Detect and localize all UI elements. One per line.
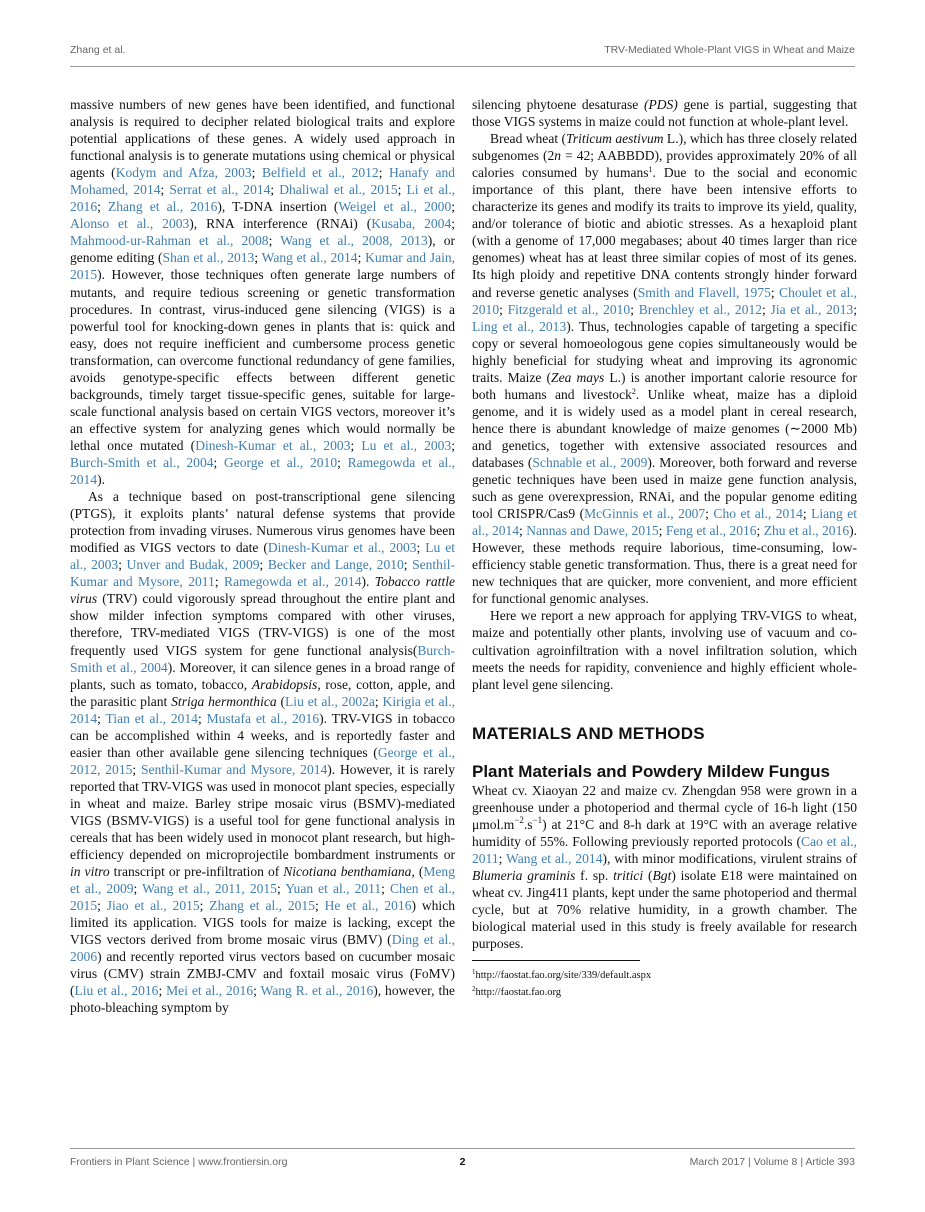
citation-link[interactable]: George et al., 2012, 2015 [70,744,455,777]
species-abbreviation: Bgt [652,867,672,883]
paragraph: Here we report a new approach for applying TRV-VIGS to wheat, maize and potentially other plants, involving use of vacuum and co-cultivation agroinfiltration with a novel infiltration solution, which meets the needs for rapidity, convenience and highly efficient whole-plant level gene silencing. [472,608,857,692]
gene-name: (PDS) [643,97,678,112]
page-number: 2 [459,1156,466,1168]
citation-link[interactable]: Wang et al., 2011, 2015 [142,881,277,897]
citation-link[interactable]: Becker and Lange, 2010 [267,557,404,573]
citation-link[interactable]: Mustafa et al., 2016 [206,710,320,726]
citation-link[interactable]: McGinnis et al., 2007 [584,506,706,522]
citation-link[interactable]: Hanafy and Mohamed, 2014 [70,165,455,198]
citation-link[interactable]: Dhaliwal et al., 2015 [279,182,398,198]
species-name: Striga hermonthica [171,693,277,709]
header-divider [70,66,855,67]
citation-link[interactable]: Jia et al., 2013 [770,301,854,317]
citation-link[interactable]: Liang et al., 2014 [472,506,857,539]
citation-link[interactable]: Tian et al., 2014 [105,710,198,726]
paragraph: Wheat cv. Xiaoyan 22 and maize cv. Zhengdan 958 were grown in a greenhouse under a photoperiod and thermal cycle of 16-h light (150 $\mu mol.m^{-2}.s^{-1}$) at 21°C and 8-h dark at 19°C with an average relative humidity of 55%. Following previously reported protocols (Cao et al., 2011; Wang et al., 2014), with minor modifications, virulent strains of Blumeria graminis f. sp. tritici (Bgt) isolate E18 were maintained on wheat cv. Jing411 plants, kept under the same photoperiod and thermal cycle, but at 70% relative humidity, in a growth chamber. The biological material used in this study is freely available for research purposes. [472,782,858,952]
citation-link[interactable]: Cao et al., 2011 [472,833,857,866]
citation-link[interactable]: Zhang et al., 2015 [209,898,315,914]
math-variable: n [554,148,562,164]
citation-link[interactable]: Ramegowda et al., 2014 [70,454,456,488]
footer-issue-info: March 2017 | Volume 8 | Article 393 [689,1156,855,1168]
exponent: −1 [532,814,543,825]
species-name: tritici [613,867,644,883]
species-name: Tobacco rattle virus [70,574,455,607]
footer-journal: Frontiers in Plant Science | www.frontiersin.org [70,1156,288,1168]
species-name: Zea mays [551,369,605,385]
footnote-divider [472,960,640,961]
citation-link[interactable]: Ling et al., 2013 [472,318,567,334]
citation-link[interactable]: Burch-Smith et al., 2004 [70,642,455,675]
citation-link[interactable]: Wang et al., 2014 [506,850,603,866]
citation-link[interactable]: Unver and Budak, 2009 [126,557,260,573]
paragraph: massive numbers of new genes have been identified, and functional analysis is required to decipher related biological traits and explore potential applications of these genes. A widely used approach in functional analysis is to generate mutations using chemical or physical agents (Kodym and Afza, 2003; Belfield et al., 2012; Hanafy and Mohamed, 2014; Serrat et al., 2014; Dhaliwal et al., 2015; Li et al., 2016; Zhang et al., 2016), T-DNA insertion (Weigel et al., 2000; Alonso et al., 2003), RNA interference (RNAi) (Kusaba, 2004; Mahmood-ur-Rahman et al., 2008; Wang et al., 2008, 2013), or genome editing (Shan et al., 2013; Wang et al., 2014; Kumar and Jain, 2015). However, those techniques often generate large numbers of mutants, and require tedious screening or genetic transformation procedures. In contrast, virus-induced gene silencing (VIGS) is a powerful tool for knocking-down genes in plants that is: quick and easy, does not require inefficient and cumbersome process genetic transformation, can overcome functional redundancy of gene families, avoids genotype-specific effects between different genetic backgrounds, timely target tissue-specific genes, suitable for large-scale functional analysis based on certain VIGS vectors, moreover it’s an effective system for analyzing genes which would normally be lethal once mutated (Dinesh-Kumar et al., 2003; Lu et al., 2003; Burch-Smith et al., 2004; George et al., 2010; Ramegowda et al., 2014). [70,97,456,488]
citation-link[interactable]: Jiao et al., 2015 [106,898,200,914]
citation-link[interactable]: Meng et al., 2009 [70,864,455,897]
footnote-marker[interactable]: 1 [648,165,653,175]
citation-link[interactable]: Ramegowda et al., 2014 [224,574,362,590]
footnote-marker[interactable]: 2 [631,386,636,396]
citation-link[interactable]: Kusaba, 2004 [371,216,452,232]
exponent: −2 [514,814,524,825]
running-header-authors: Zhang et al. [70,44,126,56]
footnote: $^2$http://faostat.fao.org [472,985,562,999]
citation-link[interactable]: Zhu et al., 2016 [763,523,850,539]
citation-link[interactable]: Lu et al., 2003 [70,540,455,573]
citation-link[interactable]: Liu et al., 2002a [285,693,375,709]
paragraph: silencing phytoene desaturase (PDS) gene is partial, suggesting that those VIGS systems in maize could not function at whole-plant level. [472,97,857,130]
footnote-url[interactable]: http://faostat.fao.org [475,987,562,999]
citation-link[interactable]: Feng et al., 2016 [665,523,757,539]
citation-link[interactable]: Weigel et al., 2000 [338,199,452,215]
citation-link[interactable]: Wang et al., 2008, 2013 [280,233,428,249]
citation-link[interactable]: Senthil-Kumar and Mysore, 2011 [70,557,455,590]
footnote: $^1$http://faostat.fao.org/site/339/default.aspx [472,968,652,982]
citation-link[interactable]: Kirigia et al., 2014 [70,693,455,726]
species-name: Blumeria graminis [472,867,576,883]
citation-link[interactable]: Lu et al., 2003 [361,437,452,453]
italic-term: in vitro [70,864,110,880]
citation-link[interactable]: Cho et al., 2014 [713,506,803,522]
citation-link[interactable]: Burch-Smith et al., 2004 [70,454,214,470]
citation-link[interactable]: Li et al., 2016 [70,182,455,215]
citation-link[interactable]: Kodym and Afza, 2003 [115,165,252,181]
citation-link[interactable]: Shan et al., 2013 [162,250,255,266]
species-name: Arabidopsis [251,676,318,692]
citation-link[interactable]: Mei et al., 2016 [166,983,254,999]
citation-link[interactable]: Alonso et al., 2003 [70,216,190,232]
citation-link[interactable]: He et al., 2016 [324,898,412,914]
citation-link[interactable]: Chen et al., 2015 [70,881,455,914]
citation-link[interactable]: Wang R. et al., 2016 [260,983,374,999]
species-name: Nicotiana benthamiana [283,864,412,880]
citation-link[interactable]: Kumar and Jain, 2015 [70,250,456,283]
section-heading: MATERIALS AND METHODS [472,723,705,743]
footer-divider [70,1148,855,1149]
citation-link[interactable]: Nannas and Dawe, 2015 [526,523,659,539]
citation-link[interactable]: Zhang et al., 2016 [107,199,218,215]
paragraph: As a technique based on post-transcriptional gene silencing (PTGS), it exploits plants’ natural defense systems that provide protection from invading viruses. Numerous virus genomes have been modified as VIGS vectors to date (Dinesh-Kumar et al., 2003; Lu et al., 2003; Unver and Budak, 2009; Becker and Lange, 2010; Senthil-Kumar and Mysore, 2011; Ramegowda et al., 2014). Tobacco rattle virus (TRV) could vigorously spread throughout the entire plant and show milder infection symptoms compared with other viruses, therefore, TRV-mediated VIGS (TRV-VIGS) is one of the most frequently used VIGS system for gene functional analysis(Burch-Smith et al., 2004). Moreover, it can silence genes in a broad range of plants, such as tomato, tobacco, Arabidopsis, rose, cotton, apple, and the parasitic plant Striga hermonthica (Liu et al., 2002a; Kirigia et al., 2014; Tian et al., 2014; Mustafa et al., 2016). TRV-VIGS in tobacco can be accomplished within 4 weeks, and is reportedly faster and easier than other available gene silencing techniques (George et al., 2012, 2015; Senthil-Kumar and Mysore, 2014). However, it is rarely reported that TRV-VIGS was used in monocot plant species, especially in wheat and maize. Barley stripe mosaic virus (BSMV)-mediated VIGS (BSMV-VIGS) is a useful tool for gene functional analysis in cereals that has been widely used in monocot plant research, but high-efficiency depended on microprojectile bombardment instruments or in vitro transcript or pre-infiltration of Nicotiana benthamiana, (Meng et al., 2009; Wang et al., 2011, 2015; Yuan et al., 2011; Chen et al., 2015; Jiao et al., 2015; Zhang et al., 2015; He et al., 2016) which limited its application. VIGS tools for maize is lacking, except the VIGS vectors derived from brome mosaic virus (BMV) (Ding et al., 2006) and recently reported virus vectors based on cucumber mosaic virus (CMV) strain ZMBJ-CMV and foxtail mosaic virus (FoMV) (Liu et al., 2016; Mei et al., 2016; Wang R. et al., 2016), however, the photo-bleaching symptom by [70,489,456,1016]
footnote-url[interactable]: http://faostat.fao.org/site/339/default.aspx [475,970,652,982]
citation-link[interactable]: Ding et al., 2006 [70,932,455,965]
citation-link[interactable]: Dinesh-Kumar et al., 2003 [267,540,417,556]
citation-link[interactable]: George et al., 2010 [223,454,338,470]
citation-link[interactable]: Fitzgerald et al., 2010 [507,301,631,317]
citation-link[interactable]: Choulet et al., 2010 [472,284,858,317]
left-column [70,96,455,1017]
citation-link[interactable]: Serrat et al., 2014 [169,182,271,198]
citation-link[interactable]: Mahmood-ur-Rahman et al., 2008 [70,233,269,249]
citation-link[interactable]: Belfield et al., 2012 [261,165,379,181]
running-header-title: TRV-Mediated Whole-Plant VIGS in Wheat and Maize [604,44,855,56]
paragraph: Bread wheat (Triticum aestivum L.), which has three closely related subgenomes (2n = 42; AABBDD), provides approximately 20% of all calories consumed by humans$^1$. Due to the social and economic importance of this plant, there have been intensive efforts to characterize its genes and modify its traits to improve its yield, quality, and/or tolerance of biotic and abiotic stresses. As a hexaploid plant (with a genome of 17,000 megabases; about 40 times larger than rice genomes) wheat has at least three similar copies of most of its genes. Its high ploidy and repetitive DNA contents strongly hinder forward and reverse genetic analyses (Smith and Flavell, 1975; Choulet et al., 2010; Fitzgerald et al., 2010; Brenchley et al., 2012; Jia et al., 2013; Ling et al., 2013). Thus, technologies capable of targeting a specific copy or several homoeologous gene copies simultaneously would be highly beneficial for studying wheat and improving its agronomic traits. Maize (Zea mays L.) is another important calorie resource for both humans and livestock$^2$. Unlike wheat, maize has a diploid genome, and it is widely used as a model plant in cereal research, hence there is abundant knowledge of maize genomes (∼2000 Mb) and genetics, together with extensive associated resources and databases (Schnable et al., 2009). Moreover, both forward and reverse genetic techniques have been used in maize gene function analysis, such as gene overexpression, RNAi, and the popular genome editing tool CRISPR/Cas9 (McGinnis et al., 2007; Cho et al., 2014; Liang et al., 2014; Nannas and Dawe, 2015; Feng et al., 2016; Zhu et al., 2016). However, these methods require laborious, time-consuming, low-efficiency stable genetic transformation. Thus, there is a great need for new techniques that are quicker, more convenient, and more efficient for functional genomic analyses. [472,131,858,607]
citation-link[interactable]: Liu et al., 2016 [74,983,159,999]
right-column [472,96,857,1001]
citation-link[interactable]: Yuan et al., 2011 [285,881,382,897]
subsection-heading: Plant Materials and Powdery Mildew Fungus [472,761,831,781]
citation-link[interactable]: Wang et al., 2014 [261,250,358,266]
citation-link[interactable]: Schnable et al., 2009 [532,454,648,470]
citation-link[interactable]: Senthil-Kumar and Mysore, 2014 [140,761,328,777]
citation-link[interactable]: Smith and Flavell, 1975 [637,284,771,300]
citation-link[interactable]: Brenchley et al., 2012 [638,301,763,317]
species-name: Triticum aestivum [566,131,664,147]
citation-link[interactable]: Dinesh-Kumar et al., 2003 [195,437,351,453]
